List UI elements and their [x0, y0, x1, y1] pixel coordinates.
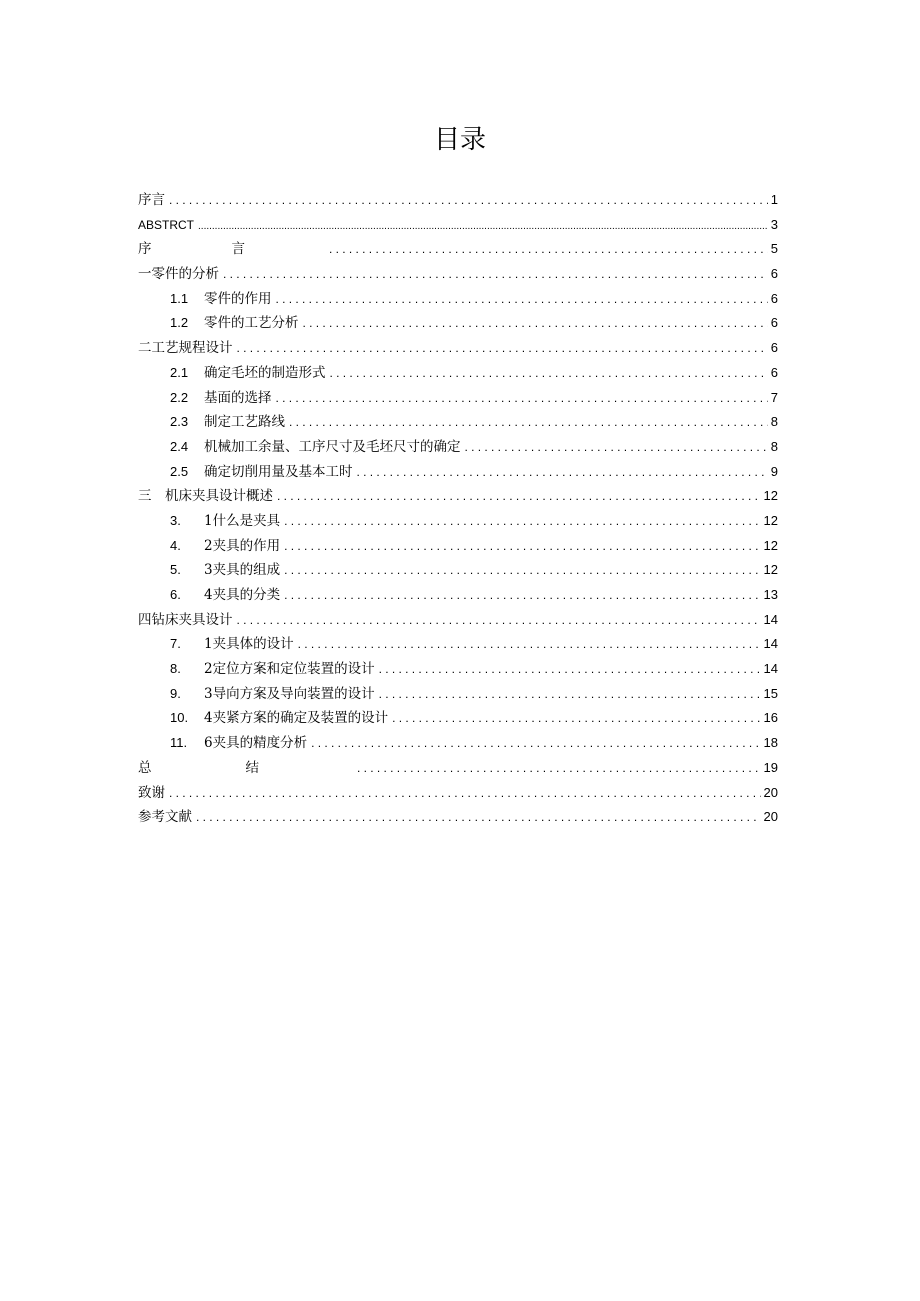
toc-entry-text: 确定切削用量及基本工时: [204, 463, 353, 480]
toc-entry-text: 制定工艺路线: [204, 414, 285, 431]
toc-entry-page: 18: [763, 735, 778, 751]
toc-entry-text: 4夹具的分类: [204, 587, 281, 603]
toc-entry-text: 序言: [138, 241, 325, 258]
toc-entry[interactable]: [138, 657, 778, 682]
toc-entry-number: 5.: [170, 562, 181, 578]
toc-entry-text: 二工艺规程设计: [138, 340, 233, 357]
toc-entry[interactable]: [138, 756, 778, 781]
toc-entry[interactable]: [138, 682, 778, 707]
toc-leader-dots: [169, 781, 761, 806]
toc-entry-page: 8: [770, 438, 778, 454]
toc-leader-dots: [330, 361, 768, 386]
toc-entry-page: 3: [770, 216, 778, 232]
toc-entry-label: [170, 386, 272, 411]
toc-entry-text: 1什么是夹具: [204, 512, 281, 529]
toc-leader-dots: [237, 608, 761, 633]
toc-entry-text: 1夹具体的设计: [204, 636, 294, 653]
toc-leader-dots: [237, 336, 768, 361]
toc-leader-dots: [277, 484, 761, 509]
toc-leader-dots: [284, 534, 760, 559]
toc-entry-number: 1.2: [170, 315, 189, 331]
toc-entry-number: 2.5: [170, 463, 189, 479]
toc-entry[interactable]: [138, 386, 778, 411]
toc-entry[interactable]: [138, 534, 778, 559]
toc-entry-label: [170, 509, 280, 534]
toc-entry-number: 2.2: [170, 389, 189, 405]
toc-entry-number: 9.: [170, 685, 181, 701]
toc-entry-label: [138, 484, 273, 509]
toc-entry[interactable]: [138, 484, 778, 509]
toc-entry[interactable]: [138, 213, 778, 238]
toc-entry-label: [138, 188, 165, 213]
toc-entry-text: 零件的工艺分析: [204, 315, 299, 332]
toc-entry-text: 3夹具的组成: [204, 562, 281, 579]
toc-entry-label: [170, 583, 280, 608]
toc-entry[interactable]: [138, 632, 778, 657]
toc-entry-number: 7.: [170, 636, 181, 652]
toc-entry-text: 一零件的分析: [138, 266, 219, 283]
toc-entry[interactable]: [138, 460, 778, 485]
toc-leader-dots: [379, 657, 761, 682]
toc-entry-label: [170, 311, 299, 336]
toc-entry[interactable]: [138, 336, 778, 361]
toc-leader-dots: [284, 509, 760, 534]
toc-leader-dots: [329, 237, 768, 262]
toc-leader-dots: [196, 805, 761, 830]
toc-entry[interactable]: [138, 608, 778, 633]
toc-entry-label: [170, 682, 375, 707]
toc-entry-page: 19: [763, 759, 778, 775]
toc-entry-text: 三 机床夹具设计概述: [138, 488, 273, 505]
toc-entry-page: 16: [763, 710, 778, 726]
toc-entry-text: 6夹具的精度分析: [204, 735, 308, 752]
toc-entry-label: [138, 213, 194, 238]
toc-entry[interactable]: [138, 558, 778, 583]
toc-entry-text: 基面的选择: [204, 389, 272, 406]
toc-entry-label: [170, 460, 353, 485]
toc-entry-text: 2夹具的作用: [204, 537, 281, 554]
toc-leader-dots: [223, 262, 768, 287]
toc-entry-page: 14: [763, 611, 778, 627]
toc-entry-number: 11.: [170, 735, 188, 751]
toc-entry-page: 12: [763, 512, 778, 528]
toc-entry-number: 10.: [170, 710, 189, 726]
toc-entry-text: 确定毛坯的制造形式: [204, 364, 326, 381]
toc-entry-text: 参考文献: [138, 809, 192, 826]
toc-leader-dots: [276, 287, 768, 312]
toc-entry-number: 4.: [170, 537, 181, 553]
toc-entry-number: 8.: [170, 661, 181, 677]
toc-entry-page: 5: [770, 241, 778, 257]
table-of-contents: [138, 188, 778, 830]
toc-leader-dots: [289, 410, 768, 435]
toc-entry[interactable]: [138, 311, 778, 336]
toc-leader-dots: [284, 583, 760, 608]
toc-entry-page: 14: [763, 661, 778, 677]
toc-leader-dots: [276, 386, 768, 411]
toc-entry-number: 2.1: [170, 364, 189, 380]
toc-entry[interactable]: [138, 361, 778, 386]
toc-entry-page: 12: [763, 562, 778, 578]
toc-entry-text: 2定位方案和定位装置的设计: [204, 661, 375, 678]
toc-entry-page: 8: [770, 414, 778, 430]
toc-entry[interactable]: [138, 731, 778, 756]
toc-entry-page: 6: [770, 266, 778, 282]
toc-entry-label: [138, 756, 353, 781]
toc-entry-label: [170, 435, 461, 460]
toc-entry[interactable]: [138, 262, 778, 287]
toc-leader-dots: [465, 435, 768, 460]
toc-entry-page: 6: [770, 315, 778, 331]
toc-entry-number: 2.4: [170, 438, 189, 454]
toc-entry-page: 6: [770, 340, 778, 356]
toc-entry-text: 总结: [138, 759, 353, 776]
toc-entry-page: 6: [770, 290, 778, 306]
toc-entry-number: 1.1: [170, 290, 189, 306]
toc-entry[interactable]: [138, 805, 778, 830]
toc-entry-number: 2.3: [170, 414, 189, 430]
toc-entry-label: [170, 410, 285, 435]
toc-entry-page: 1: [770, 192, 778, 207]
toc-entry-page: 6: [770, 364, 778, 380]
toc-entry-text: 3导向方案及导向装置的设计: [204, 685, 375, 702]
toc-entry-page: 20: [763, 809, 778, 825]
toc-leader-dots: [357, 460, 768, 485]
toc-entry-number: 3.: [170, 512, 181, 528]
toc-entry-page: 14: [763, 636, 778, 652]
toc-leader-dots: [311, 731, 760, 756]
toc-entry[interactable]: [138, 706, 778, 731]
toc-entry-label: [170, 534, 280, 559]
toc-leader-dots: [379, 682, 761, 707]
toc-entry-page: 20: [763, 784, 778, 800]
toc-entry-number: 6.: [170, 587, 181, 602]
toc-entry-page: 12: [763, 488, 778, 504]
toc-entry-page: 7: [770, 389, 778, 405]
toc-entry[interactable]: [138, 287, 778, 312]
toc-entry-page: 15: [763, 685, 778, 701]
toc-entry-text: ABSTRCT: [138, 217, 195, 232]
toc-entry-label: [170, 706, 388, 731]
toc-entry[interactable]: [138, 237, 778, 262]
toc-entry[interactable]: [138, 509, 778, 534]
toc-entry-label: [138, 237, 325, 262]
toc-entry-page: 13: [763, 587, 778, 602]
toc-entry-label: [138, 262, 219, 287]
toc-leader-dots: [357, 756, 761, 781]
toc-entry-text: 4夹紧方案的确定及装置的设计: [204, 710, 389, 727]
toc-entry-text: 致谢: [138, 784, 165, 801]
toc-entry[interactable]: [138, 410, 778, 435]
toc-entry-text: 机械加工余量、工序尺寸及毛坯尺寸的确定: [204, 438, 461, 455]
toc-leader-dots: [392, 706, 760, 731]
toc-leader-dots: [284, 558, 760, 583]
toc-entry-label: [170, 632, 294, 657]
toc-entry-label: [170, 287, 272, 312]
toc-leader-dots: [303, 311, 768, 336]
toc-entry-text: 零件的作用: [204, 290, 272, 307]
toc-leader-dots: [298, 632, 761, 657]
toc-entry-label: [170, 558, 280, 583]
toc-entry-label: [170, 361, 326, 386]
toc-entry-label: [138, 608, 233, 633]
toc-entry[interactable]: [138, 188, 778, 213]
toc-entry[interactable]: [138, 435, 778, 460]
page-title: 目录: [433, 125, 486, 155]
toc-entry[interactable]: [138, 781, 778, 806]
toc-entry-label: [138, 805, 192, 830]
toc-entry[interactable]: [138, 583, 778, 608]
toc-entry-page: 9: [770, 463, 778, 479]
toc-entry-text: 四钻床夹具设计: [138, 611, 233, 628]
toc-leader-dots: [169, 188, 768, 213]
toc-entry-text: 序言: [138, 192, 165, 208]
toc-entry-page: 12: [763, 537, 778, 553]
toc-entry-label: [170, 657, 375, 682]
toc-entry-label: [138, 781, 165, 806]
toc-entry-label: [170, 731, 307, 756]
toc-entry-label: [138, 336, 233, 361]
toc-leader-dots: [198, 215, 768, 240]
